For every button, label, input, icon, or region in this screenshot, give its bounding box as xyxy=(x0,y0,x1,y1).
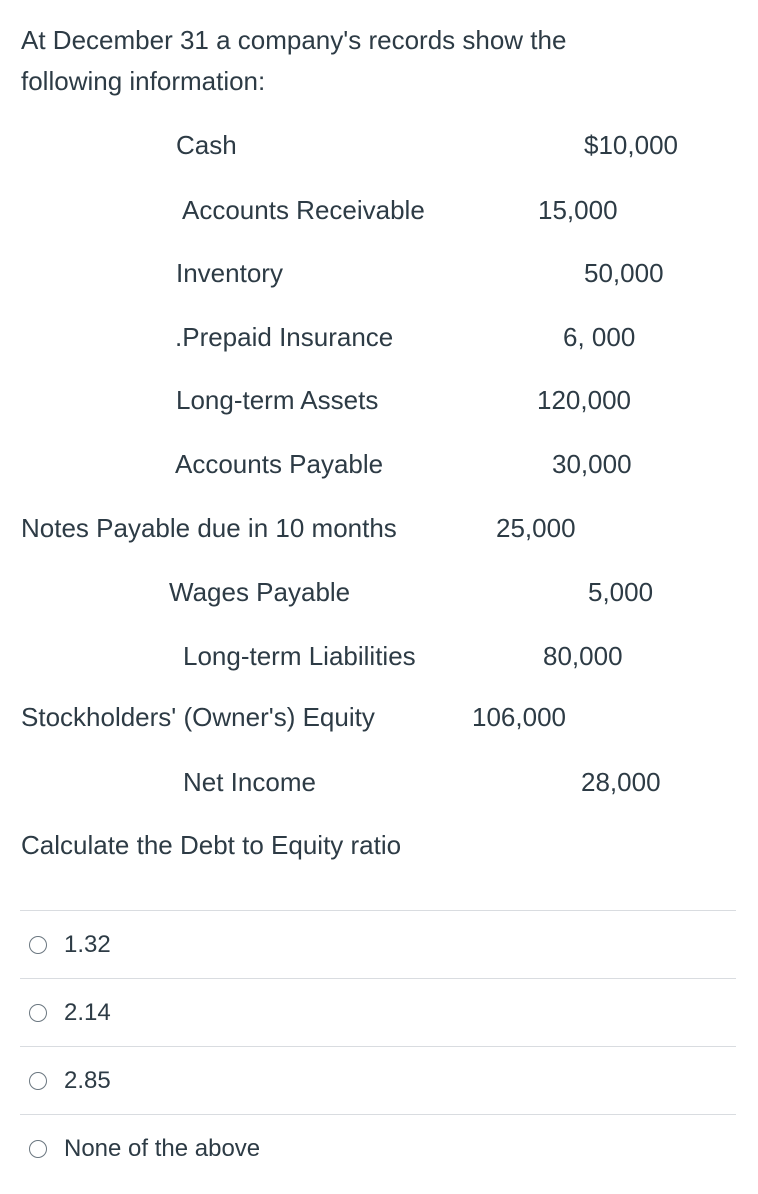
item-amount-long-term-assets: 120,000 xyxy=(537,385,631,415)
answer-option[interactable] xyxy=(20,911,736,979)
radio-button[interactable] xyxy=(29,1140,47,1158)
item-label-cash: Cash xyxy=(176,130,237,160)
item-label-wages-payable: Wages Payable xyxy=(169,577,351,607)
item-amount-net-income: 28,000 xyxy=(581,767,661,797)
item-label-stockholders-equity: Stockholders' (Owner's) Equity xyxy=(21,702,375,732)
radio-button[interactable] xyxy=(29,1004,47,1022)
item-label-inventory: Inventory xyxy=(176,258,283,288)
answer-label: 2.14 xyxy=(64,998,111,1026)
radio-button[interactable] xyxy=(29,1072,47,1090)
item-label-accounts-receivable: Accounts Receivable xyxy=(182,195,425,225)
question-intro: At December 31 a company's records show the following information: xyxy=(21,25,567,96)
item-amount-notes-payable: 25,000 xyxy=(496,513,576,543)
item-amount-prepaid-insurance: 6, 000 xyxy=(563,322,636,352)
item-amount-inventory: 50,000 xyxy=(584,258,664,288)
item-label-long-term-liabilities: Long-term Liabilities xyxy=(183,641,416,671)
answer-label: 1.32 xyxy=(64,930,111,958)
answer-label: None of the above xyxy=(64,1134,261,1162)
item-label-prepaid-insurance: .Prepaid Insurance xyxy=(175,322,394,352)
item-amount-stockholders-equity: 106,000 xyxy=(472,702,566,732)
answer-option[interactable] xyxy=(20,1115,736,1182)
item-amount-long-term-liabilities: 80,000 xyxy=(543,641,623,671)
item-label-long-term-assets: Long-term Assets xyxy=(176,385,379,415)
item-amount-accounts-receivable: 15,000 xyxy=(538,195,618,225)
question-prompt: Calculate the Debt to Equity ratio xyxy=(21,830,402,860)
answer-option[interactable] xyxy=(20,979,736,1047)
answer-list xyxy=(20,910,736,1182)
radio-button[interactable] xyxy=(29,936,47,954)
item-label-notes-payable: Notes Payable due in 10 months xyxy=(21,513,397,543)
item-amount-cash: $10,000 xyxy=(584,130,678,160)
item-amount-wages-payable: 5,000 xyxy=(588,577,654,607)
item-label-net-income: Net Income xyxy=(183,767,316,797)
item-amount-accounts-payable: 30,000 xyxy=(552,449,632,479)
item-label-accounts-payable: Accounts Payable xyxy=(175,449,384,479)
answer-label: 2.85 xyxy=(64,1066,111,1094)
answer-option[interactable] xyxy=(20,1047,736,1115)
